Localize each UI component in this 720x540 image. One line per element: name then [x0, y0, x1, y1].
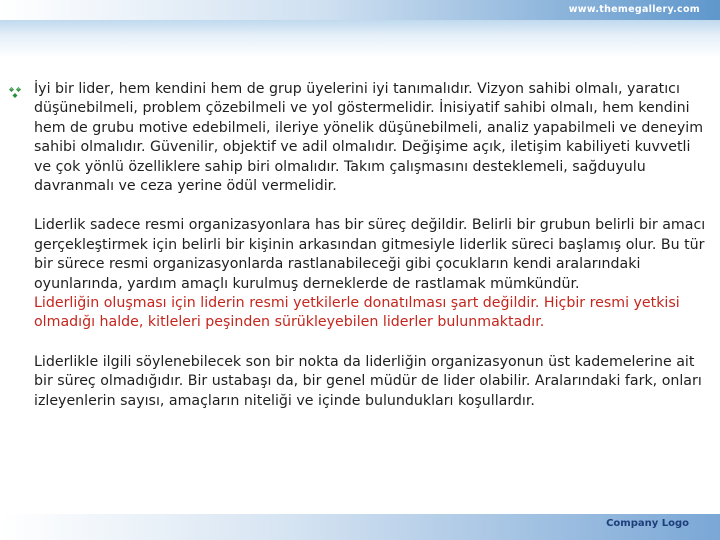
footer-bar — [0, 514, 720, 540]
diamond-bullet-icon — [8, 86, 22, 100]
paragraph-leader-qualities: İyi bir lider, hem kendini hem de grup üyelerini iyi tanımalıdır. Vizyon sahibi olmalı, yaratıcı düşünebilmeli, problem çözebilmeli ve yol göstermelidir. İnisiyatif sahibi olmalı, hem kendini hem de grubu motive edebilmeli, ileriye yönelik düşünebilmeli, analiz yapabilmeli ve deneyim sahibi olmalıdır. Güvenilir, objektif ve adil olmalıdır. Değişime açık, iletişim kabiliyeti kuvvetli ve çok yönlü özelliklere sahip biri olmalıdır. Takım çalışmasını desteklemeli, sağduyulu davranmalı ve ceza yerine ödül vermelidir. — [34, 81, 704, 195]
paragraph-all-levels: Liderlikle ilgili söylenebilecek son bir nokta da liderliğin organizasyonun üst kademelerine ait bir süreç olmadığıdır. Bir ustabaşı da, bir genel müdür de lider olabilir. Aralarındaki fark, onları izleyenlerin sayısı, amaçların niteliği ve içinde bulundukları koşullardır. — [34, 353, 702, 409]
paragraph-formal-authority: Liderliğin oluşması için liderin resmi yetkilerle donatılması şart değildir. Hiçbir resmi yetkisi olmadığı halde, kitleleri peşinden sürükleyebilen liderler bulunmaktadır. — [34, 295, 680, 331]
slide-body — [34, 80, 712, 411]
header-url[interactable]: www.themegallery.com — [568, 4, 700, 15]
company-logo: Company Logo — [606, 518, 689, 529]
header-bar — [0, 0, 720, 20]
paragraph-leadership-process: Liderlik sadece resmi organizasyonlara has bir süreç değildir. Belirli bir grubun belirli bir amacı gerçekleştirmek için belirli bir kişinin arkasından gitmesiyle liderlik süreci başlamış olur. Bu tür bir sürece resmi organizasyonlarda rastlanabileceği gibi çocukların kendi aralarındaki oyunlarında, yardım amaçlı kurulmuş derneklerde de rastlamak mümkündür. — [34, 217, 706, 292]
